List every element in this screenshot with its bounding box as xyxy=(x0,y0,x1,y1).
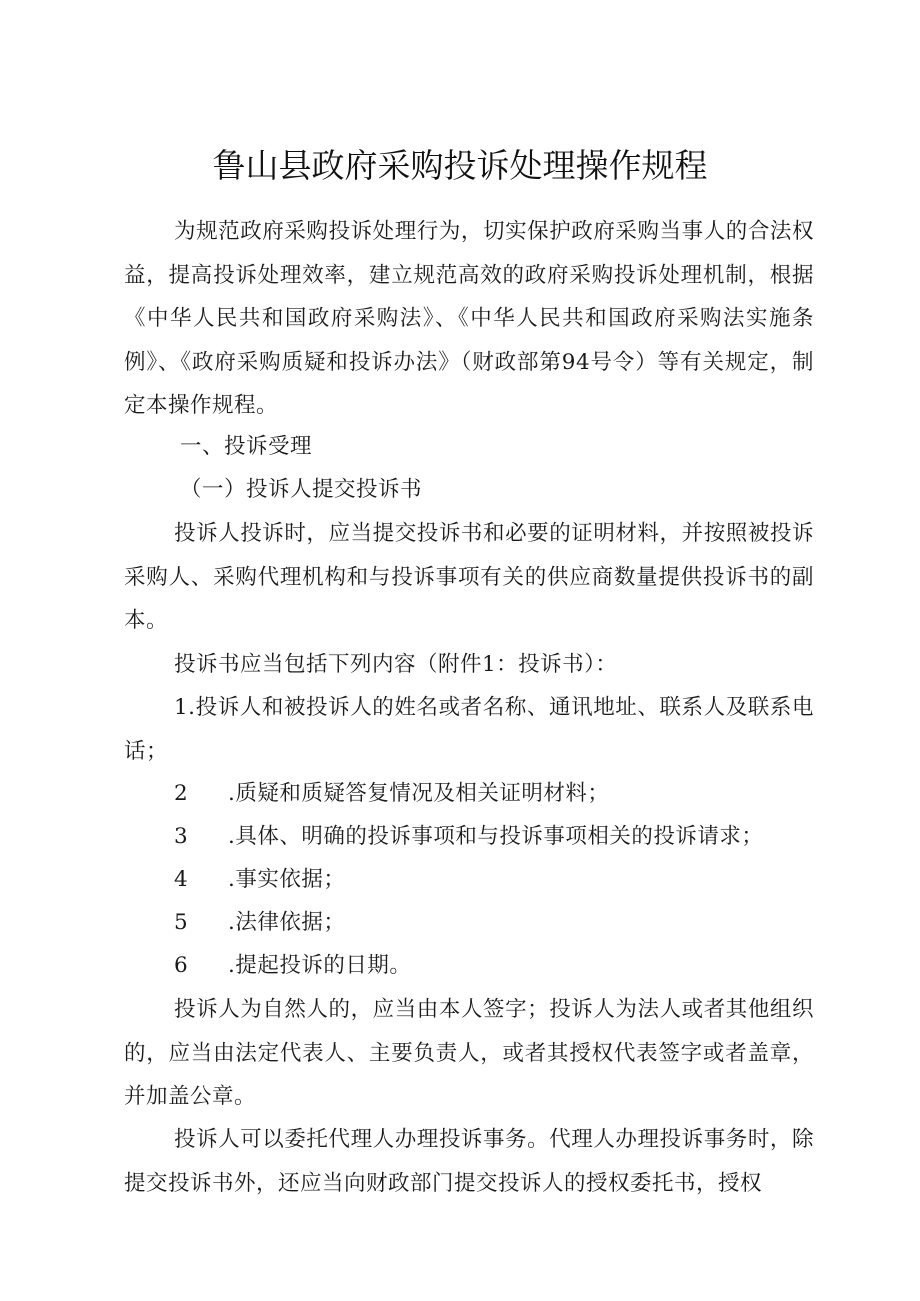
list-item-1: 1.投诉人和被投诉人的姓名或者名称、通讯地址、联系人及联系电话； xyxy=(124,695,814,764)
list-item-3-number: 3 xyxy=(174,824,188,849)
list-item-5-text: .法律依据； xyxy=(228,910,346,935)
list-item-4-number: 4 xyxy=(174,867,188,892)
body-paragraph-2: 投诉书应当包括下列内容（附件1：投诉书）： xyxy=(174,652,618,677)
list-item-2-text: .质疑和质疑答复情况及相关证明材料； xyxy=(228,781,610,806)
list-item-5-number: 5 xyxy=(174,910,188,935)
document-title: 鲁山县政府采购投诉处理操作规程 xyxy=(212,146,708,185)
section-heading: 一、投诉受理 xyxy=(180,434,313,459)
intro-paragraph: 为规范政府采购投诉处理行为，切实保护政府采购当事人的合法权益，提高投诉处理效率，建立规范高效的政府采购投诉处理机制，根据《中华人民共和国政府采购法》、《中华人民共和国政府采购法实施条例》、《政府采购质疑和投诉办法》（财政部第94号令）等有关规定，制定本操作规程。 xyxy=(124,219,814,418)
body-paragraph-3: 投诉人为自然人的，应当由本人签字；投诉人为法人或者其他组织的，应当由法定代表人、主要负责人，或者其授权代表签字或者盖章，并加盖公章。 xyxy=(124,997,814,1109)
list-item-6-number: 6 xyxy=(174,953,188,978)
list-item-2-number: 2 xyxy=(174,781,188,806)
body-paragraph-1: 投诉人投诉时，应当提交投诉书和必要的证明材料，并按照被投诉采购人、采购代理机构和与投诉事项有关的供应商数量提供投诉书的副本。 xyxy=(124,521,814,633)
list-item-4-text: .事实依据； xyxy=(228,867,346,892)
list-item-6-text: .提起投诉的日期。 xyxy=(228,953,412,978)
subsection-heading: （一）投诉人提交投诉书 xyxy=(180,477,423,502)
body-paragraph-4: 投诉人可以委托代理人办理投诉事务。代理人办理投诉事务时，除提交投诉书外，还应当向财政部门提交投诉人的授权委托书，授权 xyxy=(124,1127,814,1196)
list-item-3-text: .具体、明确的投诉事项和与投诉事项相关的投诉请求； xyxy=(228,824,764,849)
